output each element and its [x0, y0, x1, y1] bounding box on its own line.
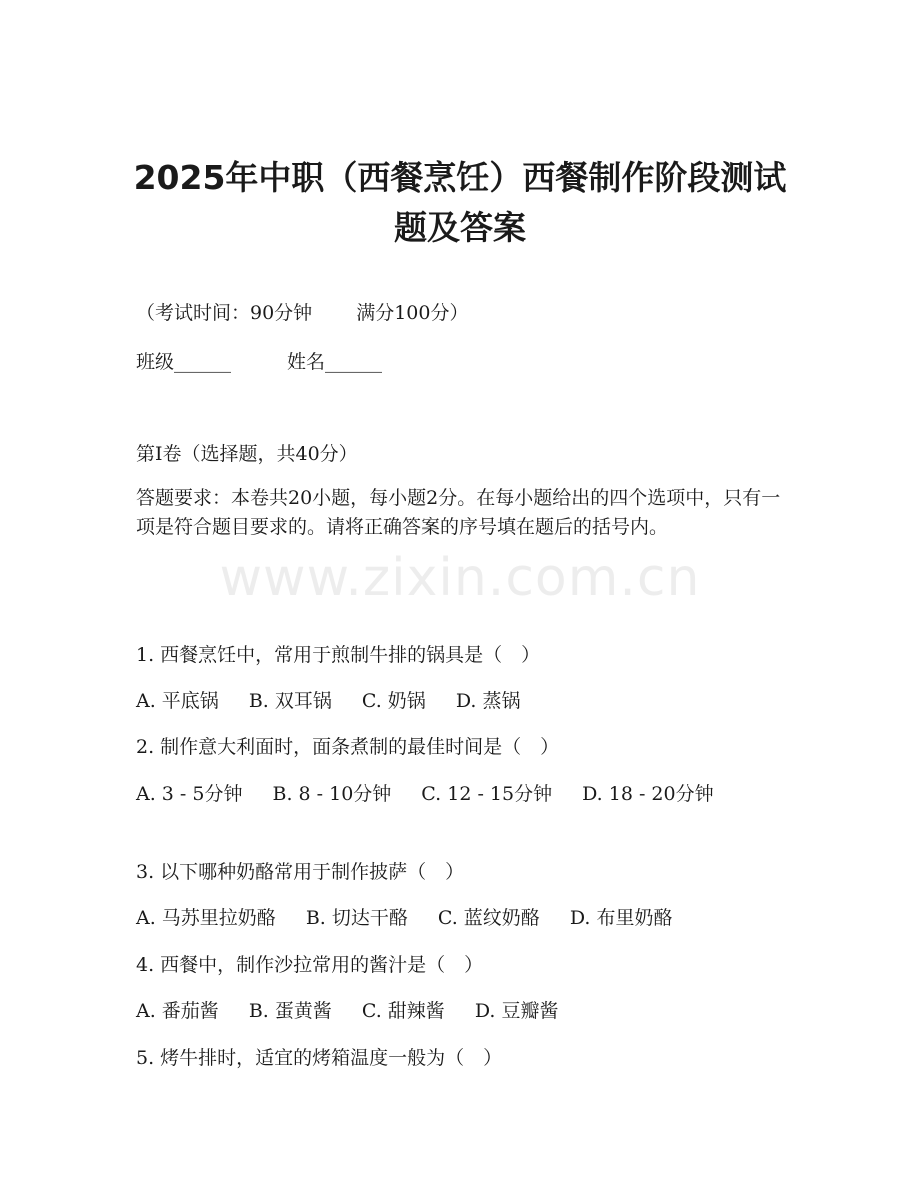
option: D. 布里奶酪	[569, 907, 673, 929]
option: B. 蛋黄酱	[248, 1000, 332, 1022]
question-stem: 5. 烤牛排时，适宜的烤箱温度一般为（ ）	[136, 1047, 503, 1069]
question-stem: 1. 西餐烹饪中，常用于煎制牛排的锅具是（ ）	[136, 644, 541, 666]
name-field: 姓名______	[287, 351, 383, 373]
option: C. 12 - 15分钟	[421, 783, 553, 805]
option: A. 平底锅	[136, 690, 219, 712]
exam-info	[136, 299, 468, 327]
option: D. 蒸锅	[455, 690, 521, 712]
question-stem: 3. 以下哪种奶酪常用于制作披萨（ ）	[136, 861, 465, 883]
watermark: www.zixin.com.cn	[219, 548, 701, 608]
option: B. 8 - 10分钟	[272, 783, 392, 805]
doc-title-line2: 题及答案	[394, 208, 526, 247]
question-options	[136, 904, 672, 932]
option: B. 双耳锅	[248, 690, 332, 712]
class-field: 班级______	[136, 351, 232, 373]
option: A. 马苏里拉奶酪	[136, 907, 276, 929]
instructions: 答题要求：本卷共20小题，每小题2分。在每小题给出的四个选项中，只有一项是符合题目要求的。请将正确答案的序号填在题后的括号内。	[136, 487, 781, 538]
full-score: 满分100分）	[356, 302, 469, 324]
question-stem: 2. 制作意大利面时，面条煮制的最佳时间是（ ）	[136, 736, 560, 758]
option: B. 切达干酪	[305, 907, 408, 929]
doc-title-line1: 2025年中职（西餐烹饪）西餐制作阶段测试	[133, 158, 787, 197]
option: C. 蓝纹奶酪	[437, 907, 540, 929]
student-info	[136, 348, 382, 376]
exam-time: （考试时间：90分钟	[136, 302, 313, 324]
question-options	[136, 687, 520, 715]
question-options	[136, 997, 558, 1025]
option: A. 番茄酱	[136, 1000, 219, 1022]
option: D. 18 - 20分钟	[582, 783, 714, 805]
question-options	[136, 780, 786, 809]
question-stem: 4. 西餐中，制作沙拉常用的酱汁是（ ）	[136, 954, 484, 976]
option: C. 甜辣酱	[361, 1000, 445, 1022]
option: D. 豆瓣酱	[474, 1000, 559, 1022]
option: A. 3 - 5分钟	[136, 783, 243, 805]
option: C. 奶锅	[361, 690, 426, 712]
section-heading: 第I卷（选择题，共40分）	[136, 443, 358, 465]
